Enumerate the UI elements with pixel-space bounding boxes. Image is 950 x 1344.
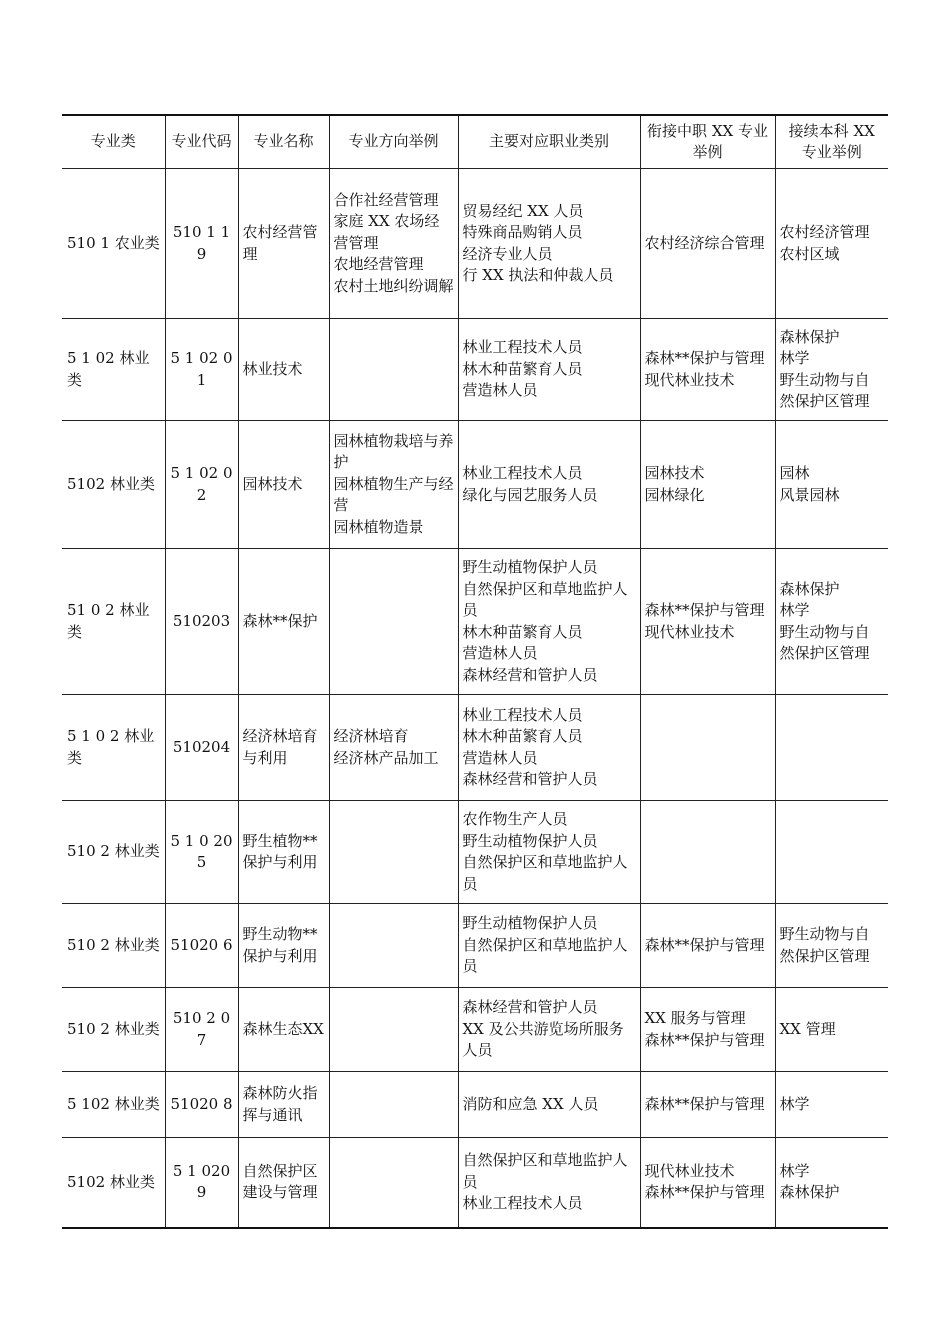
- cell-directions: [329, 421, 458, 549]
- cell-undergrad-line: 林学: [779, 1161, 810, 1180]
- cell-secondary-line: 森林**保护与管理: [644, 1094, 765, 1113]
- cell-occupations-line: 自然保护区和草地监护人员: [462, 935, 628, 976]
- header-code: 专业代码: [165, 115, 238, 169]
- header-occupations: 主要对应职业类别: [458, 115, 640, 169]
- cell-undergrad: [775, 1072, 888, 1138]
- majors-table-container: [62, 114, 888, 1229]
- cell-undergrad-line: 农村区域: [779, 244, 840, 263]
- cell-directions-line: 农地经营管理: [333, 255, 424, 274]
- table-row: [62, 1138, 888, 1228]
- header-name: 专业名称: [238, 115, 329, 169]
- cell-occupations: [458, 801, 640, 904]
- cell-undergrad-line: 林学: [779, 601, 810, 619]
- cell-code: 5 1 02 0 2: [165, 421, 238, 549]
- cell-code: 510204: [165, 695, 238, 801]
- table-row: [62, 904, 888, 988]
- cell-occupations-line: 特殊商品购销人员: [462, 223, 583, 241]
- cell-occupations-line: 营造林人员: [462, 644, 538, 662]
- cell-undergrad-line: 森林保护: [779, 1183, 840, 1202]
- cell-undergrad: [775, 169, 888, 319]
- cell-directions-line: 园林植物栽培与养护: [333, 431, 454, 472]
- table-row: [62, 421, 888, 549]
- cell-secondary-line: 园林技术: [644, 464, 705, 482]
- cell-name: 园林技术: [238, 421, 329, 549]
- cell-secondary-line: 园林绿化: [644, 485, 705, 504]
- cell-category: 5 1 02 林业类: [62, 319, 165, 421]
- cell-occupations-line: 自然保护区和草地监护人员: [462, 579, 628, 619]
- cell-directions: [329, 1072, 458, 1138]
- cell-secondary-line: 森林**保护与管理: [644, 601, 765, 619]
- cell-secondary: [640, 695, 775, 801]
- cell-directions: [329, 801, 458, 904]
- cell-secondary: [640, 421, 775, 549]
- table-row: [62, 1072, 888, 1138]
- cell-directions-line: 合作社经营管理: [333, 190, 439, 209]
- cell-undergrad-line: 林学: [779, 349, 810, 367]
- cell-occupations-line: 林木种苗繁育人员: [462, 622, 583, 641]
- cell-code: 51020 8: [165, 1072, 238, 1138]
- cell-code: 5 1 020 9: [165, 1138, 238, 1228]
- cell-occupations: [458, 988, 640, 1072]
- cell-occupations-line: 自然保护区和草地监护人员: [462, 853, 628, 893]
- cell-occupations: [458, 169, 640, 319]
- cell-name: 森林生态XX: [238, 988, 329, 1072]
- cell-name: 森林**保护: [238, 549, 329, 695]
- header-secondary: 衔接中职 XX 专业举例: [640, 115, 775, 169]
- cell-directions: [329, 319, 458, 421]
- cell-secondary: [640, 169, 775, 319]
- cell-occupations-line: 林业工程技术人员: [462, 464, 583, 482]
- header-category: 专业类: [62, 115, 165, 169]
- cell-undergrad: [775, 421, 888, 549]
- cell-code: 510 2 0 7: [165, 988, 238, 1072]
- cell-code: 5 1 02 0 1: [165, 319, 238, 421]
- cell-secondary: [640, 319, 775, 421]
- cell-name: 森林防火指挥与通讯: [238, 1072, 329, 1138]
- cell-directions-line: 园林植物生产与经营: [333, 474, 454, 515]
- cell-secondary: [640, 801, 775, 904]
- cell-category: 5102 林业类: [62, 1138, 165, 1228]
- cell-undergrad-line: 园林: [779, 464, 810, 482]
- cell-occupations-line: 贸易经纪 XX 人员: [462, 201, 584, 220]
- cell-occupations-line: 野生动植物保护人员: [462, 558, 598, 576]
- cell-name: 经济林培育与利用: [238, 695, 329, 801]
- cell-undergrad: [775, 801, 888, 904]
- cell-code: 51020 6: [165, 904, 238, 988]
- cell-occupations-line: 林木种苗繁育人员: [462, 359, 583, 378]
- cell-directions-line: 经济林产品加工: [333, 748, 439, 767]
- cell-secondary: [640, 988, 775, 1072]
- cell-directions-line: 农村土地纠纷调解: [333, 276, 454, 295]
- cell-occupations: [458, 319, 640, 421]
- majors-table: [62, 114, 888, 1229]
- cell-undergrad-line: 野生动物与自然保护区管理: [779, 622, 870, 662]
- cell-occupations: [458, 549, 640, 695]
- cell-undergrad: [775, 319, 888, 421]
- cell-occupations-line: 绿化与园艺服务人员: [462, 485, 598, 504]
- cell-undergrad-line: 森林保护: [779, 579, 840, 598]
- cell-undergrad-line: 森林保护: [779, 327, 840, 346]
- cell-directions-line: 经济林培育: [333, 727, 409, 745]
- cell-code: 510203: [165, 549, 238, 695]
- header-row: [62, 115, 888, 169]
- table-row: [62, 988, 888, 1072]
- cell-occupations-line: 林业工程技术人员: [462, 1194, 583, 1212]
- table-row: [62, 695, 888, 801]
- cell-secondary-line: 现代林业技术: [644, 1161, 735, 1180]
- cell-category: 510 2 林业类: [62, 904, 165, 988]
- cell-occupations-line: 农作物生产人员: [462, 810, 568, 828]
- cell-occupations-line: 自然保护区和草地监护人员: [462, 1151, 628, 1191]
- cell-occupations: [458, 695, 640, 801]
- cell-directions: [329, 904, 458, 988]
- cell-secondary-line: 森林**保护与管理: [644, 1183, 765, 1202]
- cell-category: 510 1 农业类: [62, 169, 165, 319]
- cell-undergrad: [775, 988, 888, 1072]
- cell-category: 51 0 2 林业类: [62, 549, 165, 695]
- cell-occupations-line: 林业工程技术人员: [462, 338, 583, 357]
- cell-occupations-line: 野生动植物保护人员: [462, 914, 598, 933]
- cell-occupations: [458, 1138, 640, 1228]
- cell-undergrad-line: XX 管理: [779, 1019, 836, 1038]
- cell-directions: [329, 549, 458, 695]
- cell-occupations: [458, 1072, 640, 1138]
- cell-category: 510 2 林业类: [62, 801, 165, 904]
- cell-code: 510 1 1 9: [165, 169, 238, 319]
- cell-occupations-line: 森林经营和管护人员: [462, 770, 598, 788]
- cell-name: 林业技术: [238, 319, 329, 421]
- cell-occupations-line: 野生动植物保护人员: [462, 831, 598, 850]
- table-row: [62, 801, 888, 904]
- cell-undergrad-line: 野生动物与自然保护区管理: [779, 925, 870, 965]
- cell-occupations: [458, 904, 640, 988]
- header-directions: 专业方向举例: [329, 115, 458, 169]
- cell-secondary: [640, 1072, 775, 1138]
- cell-occupations-line: 林业工程技术人员: [462, 705, 583, 724]
- cell-name: 野生动物**保护与利用: [238, 904, 329, 988]
- cell-secondary-line: 现代林业技术: [644, 622, 735, 641]
- cell-secondary: [640, 549, 775, 695]
- cell-occupations-line: 行 XX 执法和仲裁人员: [462, 266, 614, 284]
- cell-occupations-line: 森林经营和管护人员: [462, 665, 598, 684]
- cell-category: 510 2 林业类: [62, 988, 165, 1072]
- cell-directions: [329, 695, 458, 801]
- table-body: [62, 169, 888, 1228]
- cell-secondary-line: 森林**保护与管理: [644, 349, 765, 367]
- cell-directions: [329, 1138, 458, 1228]
- cell-undergrad: [775, 1138, 888, 1228]
- cell-code: 5 1 0 20 5: [165, 801, 238, 904]
- table-row: [62, 319, 888, 421]
- cell-secondary: [640, 904, 775, 988]
- cell-directions-line: 园林植物造景: [333, 517, 424, 536]
- table-row: [62, 169, 888, 319]
- cell-directions: [329, 169, 458, 319]
- cell-occupations-line: 林木种苗繁育人员: [462, 727, 583, 745]
- cell-secondary-line: 农村经济综合管理: [644, 233, 765, 252]
- cell-secondary-line: XX 服务与管理: [644, 1009, 746, 1027]
- cell-undergrad: [775, 695, 888, 801]
- cell-undergrad-line: 农村经济管理: [779, 223, 870, 241]
- cell-occupations-line: XX 及公共游览场所服务人员: [462, 1019, 624, 1060]
- cell-name: 自然保护区建设与管理: [238, 1138, 329, 1228]
- cell-occupations-line: 经济专业人员: [462, 244, 553, 263]
- cell-undergrad: [775, 904, 888, 988]
- cell-occupations-line: 森林经营和管护人员: [462, 998, 598, 1017]
- cell-occupations-line: 营造林人员: [462, 381, 538, 400]
- cell-category: 5102 林业类: [62, 421, 165, 549]
- cell-directions: [329, 988, 458, 1072]
- cell-secondary-line: 森林**保护与管理: [644, 935, 765, 954]
- cell-undergrad: [775, 549, 888, 695]
- cell-secondary-line: 森林**保护与管理: [644, 1030, 765, 1049]
- cell-occupations-line: 消防和应急 XX 人员: [462, 1094, 599, 1113]
- cell-name: 野生植物**保护与利用: [238, 801, 329, 904]
- cell-undergrad-line: 林学: [779, 1094, 810, 1113]
- cell-undergrad-line: 野生动物与自然保护区管理: [779, 370, 870, 410]
- cell-undergrad-line: 风景园林: [779, 485, 840, 504]
- cell-directions-line: 家庭 XX 农场经营管理: [333, 212, 440, 252]
- cell-name: 农村经营管理: [238, 169, 329, 319]
- cell-secondary-line: 现代林业技术: [644, 370, 735, 389]
- cell-occupations-line: 营造林人员: [462, 748, 538, 767]
- table-row: [62, 549, 888, 695]
- cell-occupations: [458, 421, 640, 549]
- header-undergrad: 接续本科 XX 专业举例: [775, 115, 888, 169]
- cell-category: 5 102 林业类: [62, 1072, 165, 1138]
- cell-category: 5 1 0 2 林业类: [62, 695, 165, 801]
- cell-secondary: [640, 1138, 775, 1228]
